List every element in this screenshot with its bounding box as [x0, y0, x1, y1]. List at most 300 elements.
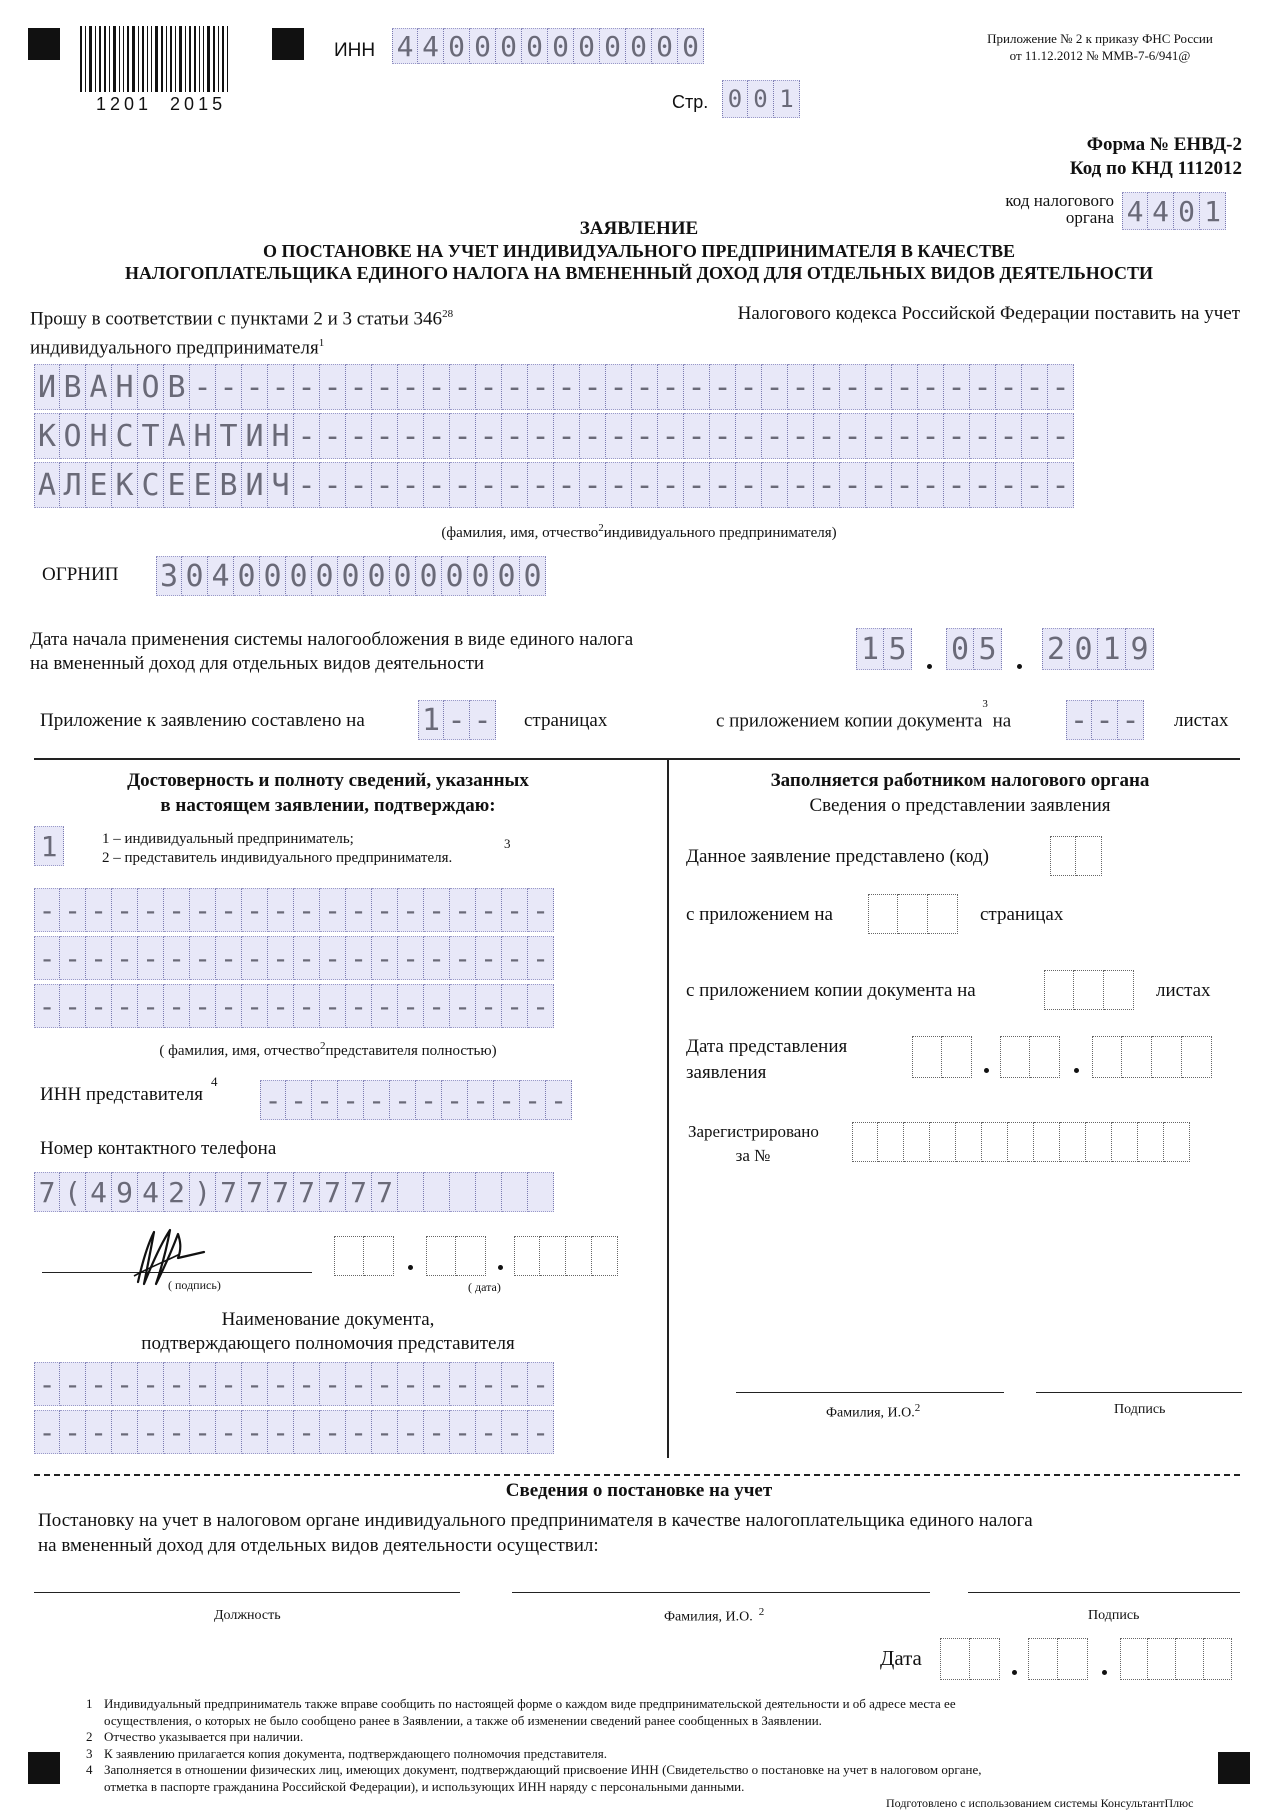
- appendix-note: [940, 30, 1260, 64]
- char-cell: -: [424, 462, 450, 508]
- char-cell: -: [1092, 700, 1118, 740]
- right-signature-caption: Подпись: [1114, 1402, 1166, 1417]
- char-cell: [1138, 1122, 1164, 1162]
- char-cell: -: [138, 1410, 164, 1454]
- barcode-bar: [127, 26, 129, 92]
- char-cell: -: [944, 462, 970, 508]
- sign-date-month-cells[interactable]: [426, 1236, 486, 1276]
- corner-marker-bottom-right: [1218, 1752, 1250, 1784]
- char-cell: -: [138, 1362, 164, 1406]
- char-cell: [1112, 1122, 1138, 1162]
- char-cell: -: [684, 413, 710, 459]
- char-cell: -: [398, 1410, 424, 1454]
- char-cell: [878, 1122, 904, 1162]
- char-cell: К: [34, 413, 60, 459]
- signer-option-2: 2 – представитель индивидуального предпринимателя.: [102, 850, 453, 866]
- copy-label-text: с приложением копии документа: [716, 710, 983, 732]
- registration-text: [38, 1508, 1033, 1558]
- char-cell: -: [164, 1410, 190, 1454]
- registration-title: Сведения о постановке на учет: [505, 1480, 773, 1501]
- char-cell: -: [814, 364, 840, 410]
- inn-value-cells[interactable]: [392, 28, 704, 64]
- char-cell: -: [268, 936, 294, 980]
- char-cell: -: [372, 984, 398, 1028]
- char-cell: -: [372, 1362, 398, 1406]
- char-cell: 0: [946, 628, 974, 670]
- char-cell: -: [892, 462, 918, 508]
- barcode-number: 1201 2015: [96, 94, 227, 114]
- char-cell: -: [34, 1362, 60, 1406]
- char-cell: [912, 1036, 942, 1078]
- registration-date-month-cells[interactable]: [1028, 1638, 1088, 1680]
- request-text: [30, 302, 1240, 361]
- char-cell: 0: [1174, 192, 1200, 230]
- char-cell: -: [86, 888, 112, 932]
- char-cell: [528, 1172, 554, 1212]
- rep-name-row3-cells[interactable]: [34, 984, 554, 1028]
- char-cell: -: [398, 984, 424, 1028]
- char-cell: -: [164, 984, 190, 1028]
- char-cell: -: [268, 364, 294, 410]
- char-cell: С: [138, 462, 164, 508]
- right-signature-line: [1036, 1392, 1242, 1393]
- char-cell: -: [684, 462, 710, 508]
- char-cell: Н: [112, 364, 138, 410]
- doc-name-row2-cells[interactable]: [34, 1410, 554, 1454]
- section-divider: [667, 760, 669, 1458]
- char-cell: -: [364, 1080, 390, 1120]
- char-cell: -: [216, 984, 242, 1028]
- char-cell: [868, 894, 898, 934]
- char-cell: 7: [242, 1172, 268, 1212]
- char-cell: -: [216, 1362, 242, 1406]
- char-cell: [592, 1236, 618, 1276]
- with-appendix-cells[interactable]: [868, 894, 958, 934]
- char-cell: -: [450, 984, 476, 1028]
- char-cell: [502, 1172, 528, 1212]
- rep-name-row2-cells[interactable]: [34, 936, 554, 980]
- char-cell: -: [294, 1410, 320, 1454]
- char-cell: -: [242, 1410, 268, 1454]
- char-cell: -: [338, 1080, 364, 1120]
- char-cell: [1086, 1122, 1112, 1162]
- footnote-line: [86, 1696, 1196, 1713]
- char-cell: -: [268, 888, 294, 932]
- char-cell: -: [450, 936, 476, 980]
- barcode-bar: [218, 26, 219, 92]
- char-cell: -: [346, 1362, 372, 1406]
- char-cell: 4: [138, 1172, 164, 1212]
- submission-date-label-line1: Дата представления: [686, 1036, 848, 1057]
- registration-date-separator-2: [1102, 1670, 1107, 1675]
- copy-suffix: листах: [1174, 710, 1229, 731]
- barcode-bar: [222, 26, 224, 92]
- char-cell: Е: [86, 462, 112, 508]
- char-cell: -: [444, 700, 470, 740]
- registration-text-line2: на вмененный доход для отдельных видов деятельности осуществил:: [38, 1535, 599, 1556]
- char-cell: -: [372, 413, 398, 459]
- char-cell: -: [320, 413, 346, 459]
- char-cell: -: [190, 936, 216, 980]
- char-cell: 0: [364, 556, 390, 596]
- char-cell: -: [60, 1410, 86, 1454]
- char-cell: И: [34, 364, 60, 410]
- char-cell: -: [866, 413, 892, 459]
- char-cell: -: [996, 364, 1022, 410]
- char-cell: -: [528, 1410, 554, 1454]
- barcode-bar: [199, 26, 200, 92]
- char-cell: -: [918, 462, 944, 508]
- person-caption: [0, 522, 1278, 542]
- char-cell: (: [60, 1172, 86, 1212]
- footnote-text: К заявлению прилагается копия документа, подтверждающего полномочия представителя.: [104, 1745, 607, 1761]
- char-cell: -: [528, 1362, 554, 1406]
- char-cell: -: [494, 1080, 520, 1120]
- char-cell: -: [190, 1362, 216, 1406]
- person-caption-b: индивидуального предпринимателя): [603, 525, 837, 541]
- char-cell: -: [242, 888, 268, 932]
- barcode-bar: [194, 26, 196, 92]
- request-sup-a: 28: [442, 308, 454, 320]
- registration-position-caption: Должность: [214, 1608, 281, 1623]
- char-cell: -: [710, 462, 736, 508]
- char-cell: 0: [574, 28, 600, 64]
- rep-name-row1-cells[interactable]: [34, 888, 554, 932]
- char-cell: [970, 1638, 1000, 1680]
- char-cell: [1164, 1122, 1190, 1162]
- form-number: Форма № ЕНВД-2: [1086, 134, 1242, 155]
- start-date-day-cells[interactable]: [856, 628, 912, 670]
- copy-sheets-cells[interactable]: [1066, 700, 1144, 740]
- char-cell: -: [502, 1410, 528, 1454]
- char-cell: Т: [138, 413, 164, 459]
- char-cell: -: [346, 462, 372, 508]
- registration-text-line1: Постановку на учет в налоговом органе индивидуального предпринимателя в качестве налогоплательщика единого налога: [38, 1510, 1033, 1531]
- char-cell: -: [1022, 462, 1048, 508]
- char-cell: -: [138, 984, 164, 1028]
- char-cell: -: [268, 1362, 294, 1406]
- char-cell: [1060, 1122, 1086, 1162]
- char-cell: -: [346, 984, 372, 1028]
- knd-code: Код по КНД 1112012: [1069, 158, 1242, 179]
- page-number-cells[interactable]: [722, 80, 800, 118]
- start-date-year-cells[interactable]: [1042, 628, 1154, 670]
- registration-signature-line: [968, 1592, 1240, 1593]
- char-cell: -: [112, 888, 138, 932]
- char-cell: -: [762, 364, 788, 410]
- char-cell: -: [190, 888, 216, 932]
- char-cell: -: [450, 888, 476, 932]
- char-cell: -: [476, 984, 502, 1028]
- char-cell: 1: [1098, 628, 1126, 670]
- char-cell: -: [372, 1410, 398, 1454]
- char-cell: -: [34, 1410, 60, 1454]
- char-cell: -: [658, 364, 684, 410]
- char-cell: -: [260, 1080, 286, 1120]
- person-caption-sup: 2: [598, 522, 604, 534]
- char-cell: [942, 1036, 972, 1078]
- registration-fio-sup: 2: [758, 1606, 765, 1618]
- footnote-text: Заполняется в отношении физических лиц, имеющих документ, подтверждающий присвоение ИНН (Свидетельство о постановке на учет в налоговом органе,: [104, 1762, 982, 1777]
- registration-date-year-cells[interactable]: [1120, 1638, 1232, 1680]
- char-cell: [982, 1122, 1008, 1162]
- with-copy-cells[interactable]: [1044, 970, 1134, 1010]
- appendix-label: Приложение к заявлению составлено на: [40, 710, 365, 731]
- char-cell: -: [424, 936, 450, 980]
- char-cell: 4: [208, 556, 234, 596]
- left-header-line1: Достоверность и полноту сведений, указанных: [127, 770, 529, 791]
- char-cell: -: [450, 462, 476, 508]
- barcode-bar: [175, 26, 176, 92]
- char-cell: -: [320, 984, 346, 1028]
- char-cell: -: [632, 364, 658, 410]
- char-cell: [956, 1122, 982, 1162]
- registration-date-day-cells[interactable]: [940, 1638, 1000, 1680]
- char-cell: Е: [190, 462, 216, 508]
- barcode-bar: [80, 26, 82, 92]
- char-cell: -: [736, 364, 762, 410]
- char-cell: -: [86, 936, 112, 980]
- char-cell: -: [424, 1362, 450, 1406]
- char-cell: -: [502, 462, 528, 508]
- char-cell: -: [528, 462, 554, 508]
- char-cell: -: [398, 462, 424, 508]
- char-cell: 1: [34, 826, 64, 866]
- char-cell: -: [86, 1362, 112, 1406]
- barcode-bar: [123, 26, 124, 92]
- char-cell: 0: [748, 80, 774, 118]
- char-cell: -: [164, 888, 190, 932]
- char-cell: -: [554, 413, 580, 459]
- char-cell: 0: [496, 28, 522, 64]
- char-cell: [1204, 1638, 1232, 1680]
- char-cell: -: [840, 462, 866, 508]
- char-cell: [1120, 1638, 1148, 1680]
- char-cell: -: [190, 1410, 216, 1454]
- barcode-bar: [138, 26, 139, 92]
- char-cell: -: [372, 462, 398, 508]
- first-name-cells[interactable]: [34, 413, 1074, 459]
- signer-options-sup: 3: [504, 836, 511, 851]
- appendix-note-line2: от 11.12.2012 № ММВ-7-6/941@: [1009, 48, 1191, 63]
- rep-inn-cells[interactable]: [260, 1080, 572, 1120]
- char-cell: -: [346, 888, 372, 932]
- char-cell: -: [528, 936, 554, 980]
- signer-type-cell[interactable]: [34, 826, 64, 866]
- char-cell: 9: [112, 1172, 138, 1212]
- submission-date-label-line2: заявления: [686, 1062, 767, 1083]
- char-cell: -: [34, 936, 60, 980]
- appendix-pages-cells[interactable]: [418, 700, 496, 740]
- rep-caption-a: ( фамилия, имя, отчество: [159, 1043, 320, 1059]
- char-cell: [1076, 836, 1102, 876]
- barcode-bar: [109, 26, 110, 92]
- footnote-line: [86, 1713, 1196, 1730]
- char-cell: К: [112, 462, 138, 508]
- char-cell: [898, 894, 928, 934]
- footnote-text: Индивидуальный предприниматель также вправе сообщить по настоящей форме о каждом виде предпринимательской деятельности и об адресе места ее: [104, 1696, 956, 1711]
- char-cell: -: [502, 888, 528, 932]
- registered-number-cells[interactable]: [852, 1122, 1190, 1162]
- with-appendix-label: с приложением на: [686, 904, 833, 925]
- char-cell: -: [502, 936, 528, 980]
- char-cell: -: [112, 1362, 138, 1406]
- char-cell: [928, 894, 958, 934]
- char-cell: -: [320, 936, 346, 980]
- copy-label-sup: 3: [982, 698, 988, 710]
- registration-fio-text: Фамилия, И.О.: [664, 1609, 753, 1625]
- char-cell: [1008, 1122, 1034, 1162]
- barcode-bar: [179, 26, 182, 92]
- barcode-bar: [189, 26, 191, 92]
- char-cell: 4: [1148, 192, 1174, 230]
- char-cell: В: [60, 364, 86, 410]
- sign-date-year-cells[interactable]: [514, 1236, 618, 1276]
- char-cell: -: [788, 462, 814, 508]
- submission-date-year-cells[interactable]: [1092, 1036, 1212, 1078]
- right-fio-line: [736, 1392, 1004, 1393]
- char-cell: -: [216, 936, 242, 980]
- char-cell: -: [502, 413, 528, 459]
- char-cell: 0: [444, 28, 470, 64]
- char-cell: 0: [312, 556, 338, 596]
- barcode-bar: [227, 26, 228, 92]
- char-cell: -: [580, 413, 606, 459]
- char-cell: А: [86, 364, 112, 410]
- sign-date-day-cells[interactable]: [334, 1236, 394, 1276]
- footnote-number: [86, 1779, 104, 1796]
- char-cell: -: [346, 1410, 372, 1454]
- char-cell: -: [476, 364, 502, 410]
- char-cell: -: [346, 936, 372, 980]
- char-cell: Т: [216, 413, 242, 459]
- char-cell: -: [528, 413, 554, 459]
- ogrnip-cells[interactable]: [156, 556, 546, 596]
- char-cell: [364, 1236, 394, 1276]
- char-cell: Ч: [268, 462, 294, 508]
- char-cell: -: [554, 364, 580, 410]
- char-cell: -: [60, 984, 86, 1028]
- submission-date-day-cells[interactable]: [912, 1036, 972, 1078]
- char-cell: -: [60, 936, 86, 980]
- char-cell: [1028, 1638, 1058, 1680]
- submitted-code-cells[interactable]: [1050, 836, 1102, 876]
- char-cell: -: [372, 888, 398, 932]
- doc-label-line1: Наименование документа,: [221, 1309, 435, 1330]
- char-cell: -: [346, 364, 372, 410]
- char-cell: -: [684, 364, 710, 410]
- submitted-code-label: Данное заявление представлено (код): [686, 846, 989, 867]
- char-cell: -: [294, 364, 320, 410]
- char-cell: [1122, 1036, 1152, 1078]
- char-cell: [476, 1172, 502, 1212]
- char-cell: 3: [156, 556, 182, 596]
- char-cell: -: [450, 364, 476, 410]
- doc-name-row1-cells[interactable]: [34, 1362, 554, 1406]
- char-cell: -: [450, 1410, 476, 1454]
- char-cell: [1044, 970, 1074, 1010]
- corner-marker-bottom-left: [28, 1752, 60, 1784]
- char-cell: В: [164, 364, 190, 410]
- char-cell: -: [424, 1410, 450, 1454]
- char-cell: [334, 1236, 364, 1276]
- rep-caption-b: представителя полностью): [325, 1043, 497, 1059]
- start-date-month-cells[interactable]: [946, 628, 1002, 670]
- char-cell: В: [216, 462, 242, 508]
- char-cell: -: [112, 1410, 138, 1454]
- char-cell: 0: [626, 28, 652, 64]
- barcode: [80, 26, 231, 92]
- char-cell: [1104, 970, 1134, 1010]
- char-cell: -: [1048, 364, 1074, 410]
- char-cell: -: [112, 984, 138, 1028]
- char-cell: [540, 1236, 566, 1276]
- corner-marker-top-right: [272, 28, 304, 60]
- barcode-bar: [85, 26, 86, 92]
- char-cell: -: [476, 936, 502, 980]
- right-header-line2: Сведения о представлении заявления: [809, 795, 1111, 816]
- char-cell: 2: [1042, 628, 1070, 670]
- char-cell: -: [606, 462, 632, 508]
- tax-authority-label-line2: органа: [1065, 208, 1114, 227]
- char-cell: -: [840, 364, 866, 410]
- corner-marker-top-left: [28, 28, 60, 60]
- char-cell: [566, 1236, 592, 1276]
- char-cell: -: [190, 364, 216, 410]
- char-cell: ): [190, 1172, 216, 1212]
- submission-date-month-cells[interactable]: [1000, 1036, 1060, 1078]
- char-cell: -: [1048, 413, 1074, 459]
- doc-label-line2: подтверждающего полномочия представителя: [141, 1333, 515, 1354]
- char-cell: -: [424, 888, 450, 932]
- char-cell: 4: [1122, 192, 1148, 230]
- char-cell: 7: [268, 1172, 294, 1212]
- footnote-number: [86, 1713, 104, 1730]
- char-cell: А: [164, 413, 190, 459]
- char-cell: -: [398, 413, 424, 459]
- char-cell: -: [164, 1362, 190, 1406]
- barcode-bar: [99, 26, 101, 92]
- submission-date-label: [686, 1034, 847, 1086]
- sign-date-separator-2: [498, 1265, 503, 1270]
- char-cell: -: [112, 936, 138, 980]
- phone-cells[interactable]: [34, 1172, 554, 1212]
- left-header-line2: в настоящем заявлении, подтверждаю:: [160, 795, 496, 816]
- surname-cells[interactable]: [34, 364, 1074, 410]
- char-cell: [514, 1236, 540, 1276]
- barcode-bar: [207, 26, 210, 92]
- char-cell: [1058, 1638, 1088, 1680]
- signer-option-1: 1 – индивидуальный предприниматель;: [102, 831, 354, 847]
- char-cell: 0: [390, 556, 416, 596]
- char-cell: -: [346, 413, 372, 459]
- patronymic-cells[interactable]: [34, 462, 1074, 508]
- char-cell: -: [138, 888, 164, 932]
- barcode-bar: [89, 26, 92, 92]
- registered-label-line2: за №: [735, 1146, 771, 1165]
- char-cell: -: [840, 413, 866, 459]
- char-cell: И: [242, 462, 268, 508]
- char-cell: -: [34, 984, 60, 1028]
- char-cell: Н: [190, 413, 216, 459]
- char-cell: [1176, 1638, 1204, 1680]
- right-header-line1: Заполняется работником налогового органа: [770, 770, 1150, 791]
- char-cell: -: [970, 413, 996, 459]
- barcode-bar: [132, 26, 135, 92]
- char-cell: -: [944, 364, 970, 410]
- char-cell: -: [918, 413, 944, 459]
- char-cell: -: [658, 413, 684, 459]
